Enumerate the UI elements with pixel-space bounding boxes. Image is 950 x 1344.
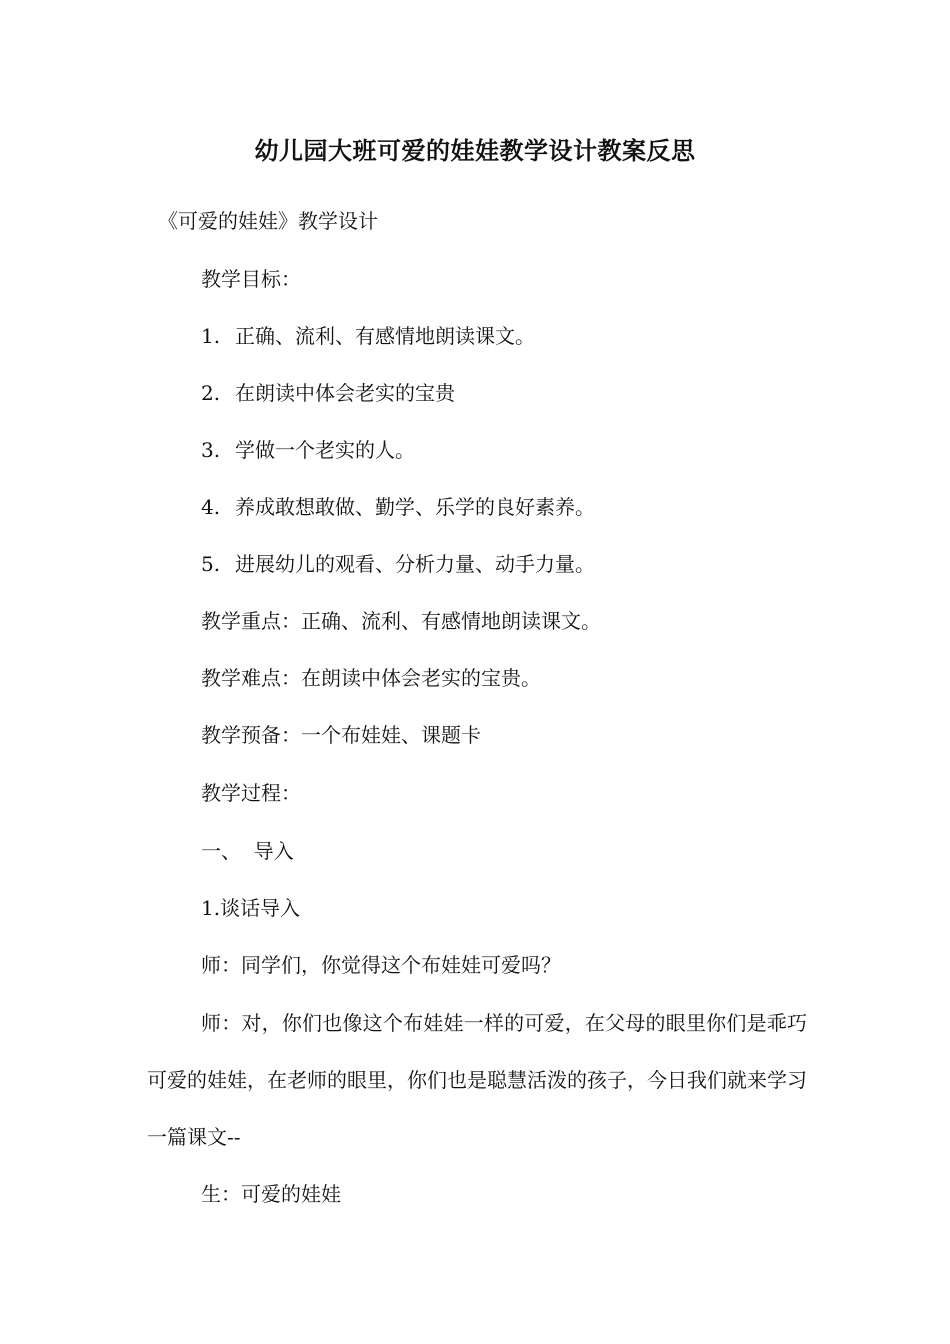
- objective-number: 3.: [201, 438, 221, 462]
- dialogue-line: 生：可爱的娃娃: [201, 1182, 341, 1206]
- objective-text: 在朗读中体会老实的宝贵: [235, 381, 455, 405]
- objective-number: 1.: [201, 324, 221, 348]
- difficulty-point: 教学难点：在朗读中体会老实的宝贵。: [201, 666, 541, 690]
- objective-item: [201, 321, 535, 351]
- objective-number: 2.: [201, 381, 221, 405]
- objective-item: [201, 549, 595, 579]
- document-subtitle: 《可爱的娃娃》教学设计: [158, 209, 378, 233]
- objective-item: [201, 435, 415, 465]
- dialogue-line: 师：同学们，你觉得这个布娃娃可爱吗？: [201, 953, 561, 977]
- objective-number: 5.: [201, 552, 221, 576]
- dialogue-paragraph: 师：对，你们也像这个布娃娃一样的可爱，在父母的眼里你们是乖巧可爱的娃娃，在老师的眼里，你们也是聪慧活泼的孩子，今日我们就来学习一篇课文--: [147, 1011, 807, 1149]
- process-heading: 教学过程：: [201, 781, 301, 805]
- key-point: 教学重点：正确、流利、有感情地朗读课文。: [201, 609, 601, 633]
- section-heading: 一、 导入: [201, 839, 294, 863]
- document-title: 幼儿园大班可爱的娃娃教学设计教案反思: [254, 136, 696, 165]
- objective-text: 学做一个老实的人。: [235, 438, 415, 462]
- objective-item: [201, 492, 595, 522]
- preparation: 教学预备：一个布娃娃、课题卡: [201, 723, 481, 747]
- objective-text: 养成敢想敢做、勤学、乐学的良好素养。: [235, 495, 595, 519]
- objective-text: 正确、流利、有感情地朗读课文。: [235, 324, 535, 348]
- objective-text: 进展幼儿的观看、分析力量、动手力量。: [235, 552, 595, 576]
- objective-item: [201, 378, 455, 408]
- objective-number: 4.: [201, 495, 221, 519]
- step-heading: 1.谈话导入: [201, 896, 301, 920]
- objectives-heading: 教学目标：: [201, 267, 301, 291]
